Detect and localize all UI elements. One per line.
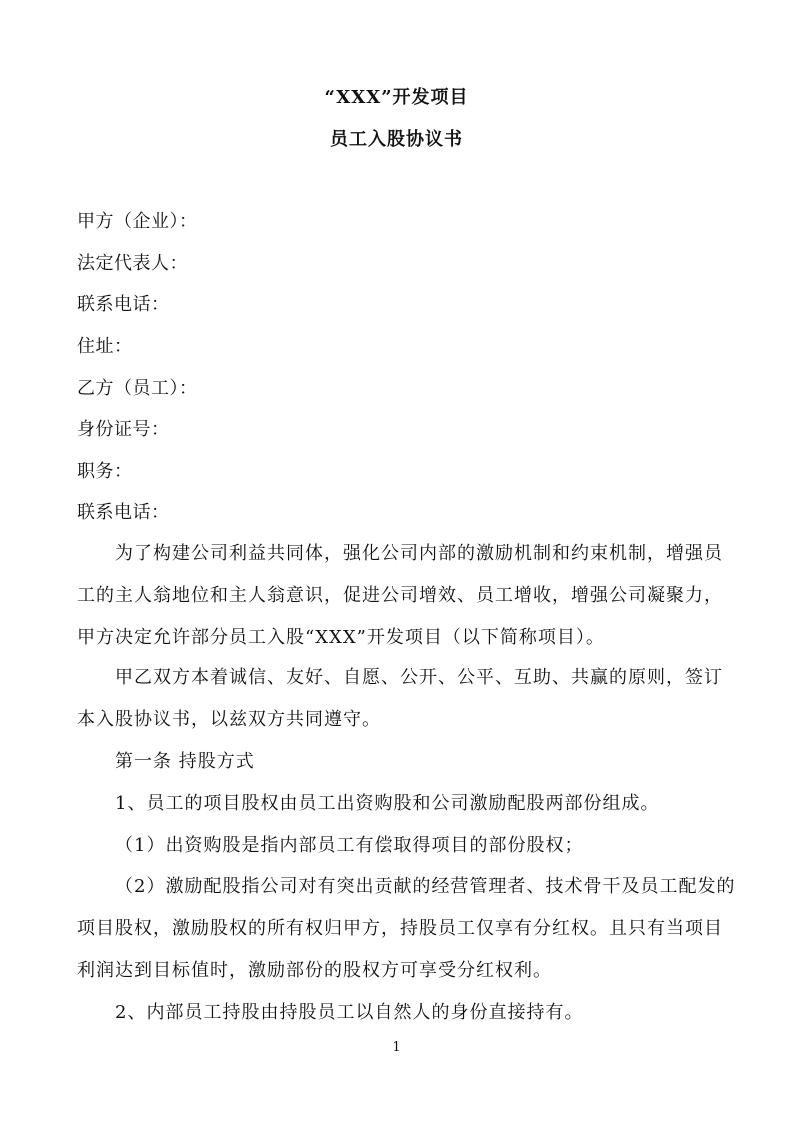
- paragraph-line: 甲方决定允许部分员工入股“XXX”开发项目（以下简称项目）。: [77, 627, 605, 648]
- purpose-paragraph: [77, 533, 723, 659]
- paragraph-line: 工的主人翁地位和主人翁意识，促进公司增效、员工增收，增强公司凝聚力，: [77, 585, 723, 606]
- paragraph-line: 项目股权，激励股权的所有权归甲方，持股员工仅享有分红权。且只有当项目: [77, 918, 723, 939]
- party-a-phone-field: 联系电话：: [77, 294, 170, 315]
- position-field: 职务：: [77, 461, 133, 482]
- principles-paragraph: [77, 657, 723, 741]
- paragraph-line: 甲乙双方本着诚信、友好、自愿、公开、公平、互助、共赢的原则，签订: [115, 667, 723, 688]
- incentive-shares-paragraph: [77, 866, 736, 992]
- paragraph-line: 2、内部员工持股由持股员工以自然人的身份直接持有。: [115, 1002, 584, 1023]
- legal-representative-field: 法定代表人：: [77, 253, 188, 274]
- equity-composition-paragraph: [77, 783, 717, 825]
- page-number: 1: [392, 1040, 401, 1055]
- paragraph-line: （2）激励配股指公司对有突出贡献的经营管理者、技术骨干及员工配发的: [115, 876, 736, 897]
- article-heading-line: 第一条 持股方式: [115, 751, 255, 772]
- address-field: 住址：: [77, 336, 133, 357]
- paragraph-line: 利润达到目标值时，激励部份的股权方可享受分红权利。: [77, 960, 552, 981]
- party-b-phone-field: 联系电话：: [77, 502, 170, 523]
- document-title-project: “XXX”开发项目: [324, 87, 469, 108]
- document-title-agreement: 员工入股协议书: [330, 129, 463, 150]
- party-b-employee-field: 乙方（员工）：: [77, 378, 198, 399]
- paragraph-line: （1）出资购股是指内部员工有偿取得项目的部份股权；: [115, 835, 584, 856]
- id-number-field: 身份证号：: [77, 419, 170, 440]
- paragraph-line: 本入股协议书，以兹双方共同遵守。: [77, 709, 381, 730]
- purchased-shares-paragraph: [77, 825, 717, 867]
- paragraph-line: 1、员工的项目股权由员工出资购股和公司激励配股两部份组成。: [115, 793, 660, 814]
- article-one-heading: [77, 741, 717, 783]
- party-a-company-field: 甲方（企业）：: [77, 211, 198, 232]
- paragraph-line: 为了构建公司利益共同体，强化公司内部的激励机制和约束机制，增强员: [115, 543, 723, 564]
- direct-holding-paragraph: [77, 992, 717, 1034]
